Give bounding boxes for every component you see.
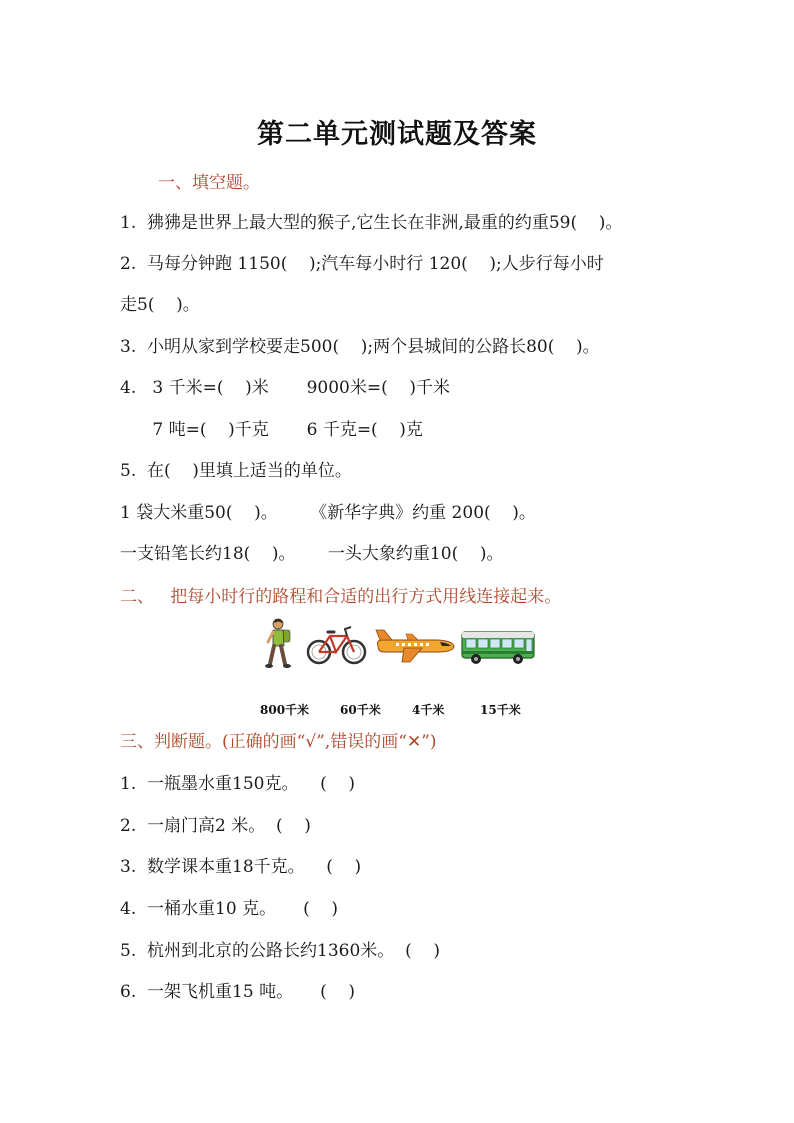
question-3: 3. 小明从家到学校要走500( );两个县城间的公路长80( )。 (120, 337, 600, 357)
distance-label: 800千米 (260, 703, 310, 717)
judge-item-4: 4. 一桶水重10 克。 ( ) (120, 899, 338, 919)
question-4-line2: 7 吨=( )千克 6 千克=( )克 (120, 420, 423, 440)
judge-item-2: 2. 一扇门高2 米。 ( ) (120, 816, 311, 836)
question-4-line1: 4. 3 千米=( )米 9000米=( )千米 (120, 378, 450, 398)
question-5: 5. 在( )里填上适当的单位。 (120, 461, 352, 481)
question-2-line2: 走5( )。 (120, 295, 200, 315)
question-2-line1: 2. 马每分钟跑 1150( );汽车每小时行 120( );人步行每小时 (120, 254, 604, 274)
distance-label: 4千米 (412, 703, 445, 717)
airplane-icon (374, 628, 456, 666)
judge-item-6: 6. 一架飞机重15 吨。 ( ) (120, 982, 355, 1002)
question-5-line1: 1 袋大米重50( )。 《新华字典》约重 200( )。 (120, 503, 536, 523)
bus-icon (460, 630, 536, 666)
judge-item-3: 3. 数学课本重18千克。 ( ) (120, 857, 362, 877)
walker-icon (264, 618, 294, 670)
question-5-line2: 一支铅笔长约18( )。 一头大象约重10( )。 (120, 544, 504, 564)
bicycle-icon (306, 624, 368, 666)
section2-heading: 二、 把每小时行的路程和合适的出行方式用线连接起来。 (120, 587, 562, 607)
section3-heading: 三、判断题。(正确的画“√”,错误的画“✕”) (120, 732, 437, 752)
page-title: 第二单元测试题及答案 (257, 119, 537, 150)
question-1: 1. 狒狒是世界上最大型的猴子,它生长在非洲,最重的约重59( )。 (120, 213, 623, 233)
distance-label: 60千米 (340, 703, 381, 717)
distance-label: 15千米 (480, 703, 521, 717)
judge-item-1: 1. 一瓶墨水重150克。 ( ) (120, 774, 355, 794)
section1-heading: 一、填空题。 (158, 173, 260, 193)
transport-illustration (262, 618, 542, 670)
judge-item-5: 5. 杭州到北京的公路长约1360米。 ( ) (120, 941, 440, 961)
